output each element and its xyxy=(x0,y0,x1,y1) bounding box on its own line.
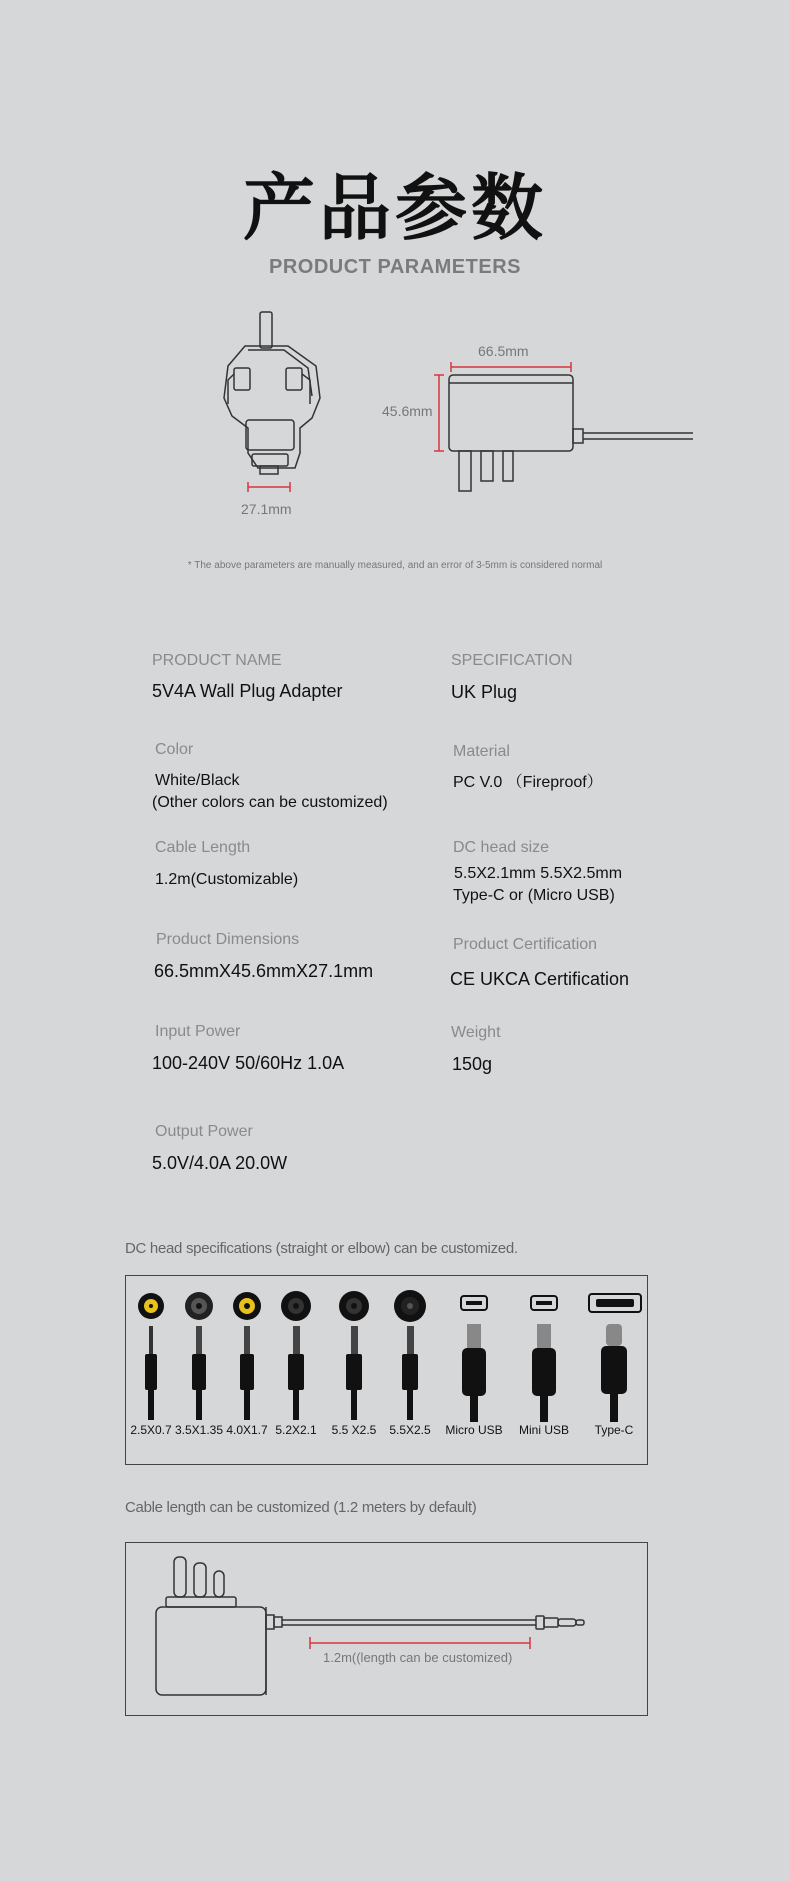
spec-label-color: Color xyxy=(155,741,194,758)
spec-label-dc-head-size: DC head size xyxy=(453,839,550,856)
connector-label-micro-usb: Micro USB xyxy=(445,1423,503,1437)
spec-value-dc-head-size: 5.5X2.1mm 5.5X2.5mm xyxy=(454,865,623,882)
spec-value-specification: UK Plug xyxy=(451,682,518,702)
spec-value-weight: 150g xyxy=(452,1054,493,1074)
spec-value-color: White/Black xyxy=(155,772,240,789)
cable-section-caption: Cable length can be customized (1.2 meters by default) xyxy=(125,1499,477,1516)
page-title: 产品参数 xyxy=(242,166,547,250)
adapter-side-view xyxy=(425,355,695,500)
spec-label-specification: SPECIFICATION xyxy=(451,652,573,669)
spec-value-dc-head-type: Type-C or (Micro USB) xyxy=(453,887,615,904)
cable-illustration-box xyxy=(125,1542,648,1716)
spec-label-input-power: Input Power xyxy=(155,1023,241,1040)
spec-value-product-name: 5V4A Wall Plug Adapter xyxy=(152,681,343,701)
spec-value-input-power: 100-240V 50/60Hz 1.0A xyxy=(152,1053,345,1073)
spec-value-output-power: 5.0V/4.0A 20.0W xyxy=(152,1153,288,1173)
width-dimension: 27.1mm xyxy=(241,501,292,517)
connector-label-type-c: Type-C xyxy=(594,1423,634,1437)
spec-value-product-dimensions: 66.5mmX45.6mmX27.1mm xyxy=(154,961,374,981)
dc-connectors-box xyxy=(125,1275,648,1465)
dc-connectors-illustration xyxy=(126,1276,646,1426)
connector-label-5-2x2-1: 5.2X2.1 xyxy=(275,1423,317,1437)
connector-label-3-5x1-35: 3.5X1.35 xyxy=(174,1423,224,1437)
height-dimension: 45.6mm xyxy=(382,403,433,419)
page-subtitle: PRODUCT PARAMETERS xyxy=(269,256,521,278)
spec-label-output-power: Output Power xyxy=(155,1123,253,1140)
cable-length-note: 1.2m((length can be customized) xyxy=(323,1650,513,1665)
spec-value-cable-length: 1.2m(Customizable) xyxy=(155,871,299,888)
spec-label-certification: Product Certification xyxy=(453,936,598,953)
spec-label-product-name: PRODUCT NAME xyxy=(152,652,282,669)
spec-label-material: Material xyxy=(453,743,510,760)
spec-label-product-dimensions: Product Dimensions xyxy=(156,931,300,948)
spec-value-material: PC V.0 （Fireproof） xyxy=(453,774,603,791)
connector-label-4-0x1-7: 4.0X1.7 xyxy=(226,1423,268,1437)
spec-value-color-note: (Other colors can be customized) xyxy=(152,794,388,811)
measurement-note: * The above parameters are manually measured, and an error of 3-5mm is considered normal xyxy=(187,560,603,571)
length-dimension: 66.5mm xyxy=(478,343,529,359)
dc-section-caption: DC head specifications (straight or elbow) can be customized. xyxy=(125,1240,518,1257)
connector-label-5-5x2-5-a: 5.5 X2.5 xyxy=(331,1423,377,1437)
connector-label-2-5x0-7: 2.5X0.7 xyxy=(130,1423,172,1437)
spec-value-certification: CE UKCA Certification xyxy=(450,969,630,989)
connector-label-mini-usb: Mini USB xyxy=(518,1423,569,1437)
adapter-front-view xyxy=(200,308,350,498)
spec-label-weight: Weight xyxy=(451,1024,501,1041)
connector-label-5-5x2-5-b: 5.5X2.5 xyxy=(389,1423,431,1437)
spec-label-cable-length: Cable Length xyxy=(155,839,251,856)
cable-adapter-illustration xyxy=(126,1543,646,1713)
